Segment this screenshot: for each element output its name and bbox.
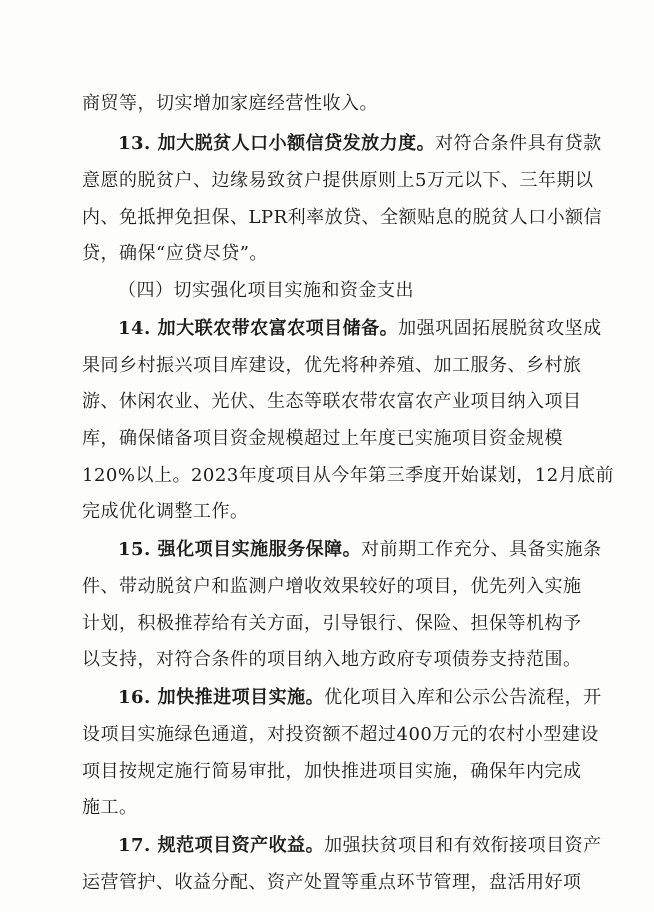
item-15-text: 对前期工作充分、具备实施条 <box>361 539 602 560</box>
paragraph-line: 完成优化调整工作。 <box>82 501 249 522</box>
item-15-title: 15. 强化项目实施服务保障。 <box>118 539 362 560</box>
item-16-first-line <box>118 689 618 707</box>
paragraph-line: 施工。 <box>82 797 138 818</box>
item-13-title: 13. 加大脱贫人口小额信贷发放力度。 <box>118 133 436 154</box>
paragraph-line: 果同乡村振兴项目库建设，优先将种养殖、加工服务、乡村旅 <box>82 355 582 376</box>
paragraph-line: 件、带动脱贫户和监测户增收效果较好的项目，优先列入实施 <box>82 576 582 597</box>
item-17-title: 17. 规范项目资产收益。 <box>118 835 325 856</box>
paragraph-line: 项目按规定施行简易审批，加快推进项目实施，确保年内完成 <box>82 761 582 782</box>
item-14-text: 加强巩固拓展脱贫攻坚成 <box>398 318 602 339</box>
item-14-title: 14. 加大联农带农富农项目储备。 <box>118 318 399 339</box>
section-heading: （四）切实强化项目实施和资金支出 <box>118 280 414 301</box>
item-13-text: 对符合条件具有贷款 <box>435 133 602 154</box>
paragraph-line: 设项目实施绿色通道，对投资额不超过400万元的农村小型建设 <box>82 724 599 745</box>
item-16-text: 优化项目入库和公示公告流程，开 <box>324 687 602 708</box>
paragraph-line: 内、免抵押免担保、LPR利率放贷、全额贴息的脱贫人口小额信 <box>82 207 603 228</box>
item-16-title: 16. 加快推进项目实施。 <box>118 687 325 708</box>
paragraph-line: 游、休闲农业、光伏、生态等联农带农富农产业项目纳入项目 <box>82 391 582 412</box>
item-14-first-line <box>118 320 618 338</box>
paragraph-line: 运营管护、收益分配、资产处置等重点环节管理，盘活用好项 <box>82 872 582 893</box>
paragraph-line: 120%以上。2023年度项目从今年第三季度开始谋划，12月底前 <box>82 465 615 486</box>
paragraph-line: 计划，积极推荐给有关方面，引导银行、保险、担保等机构予 <box>82 613 582 634</box>
item-17-text: 加强扶贫项目和有效衔接项目资产 <box>324 835 602 856</box>
item-13-first-line <box>118 135 618 153</box>
item-17-first-line <box>118 837 618 855</box>
paragraph-line: 以支持，对符合条件的项目纳入地方政府专项债券支持范围。 <box>82 649 582 670</box>
paragraph-line: 贷，确保“应贷尽贷”。 <box>82 243 268 264</box>
item-15-first-line <box>118 541 618 559</box>
paragraph-line: 意愿的脱贫户、边缘易致贫户提供原则上5万元以下、三年期以 <box>82 170 594 191</box>
paragraph-line: 商贸等，切实增加家庭经营性收入。 <box>82 93 378 114</box>
paragraph-line: 库，确保储备项目资金规模超过上年度已实施项目资金规模 <box>82 428 563 449</box>
